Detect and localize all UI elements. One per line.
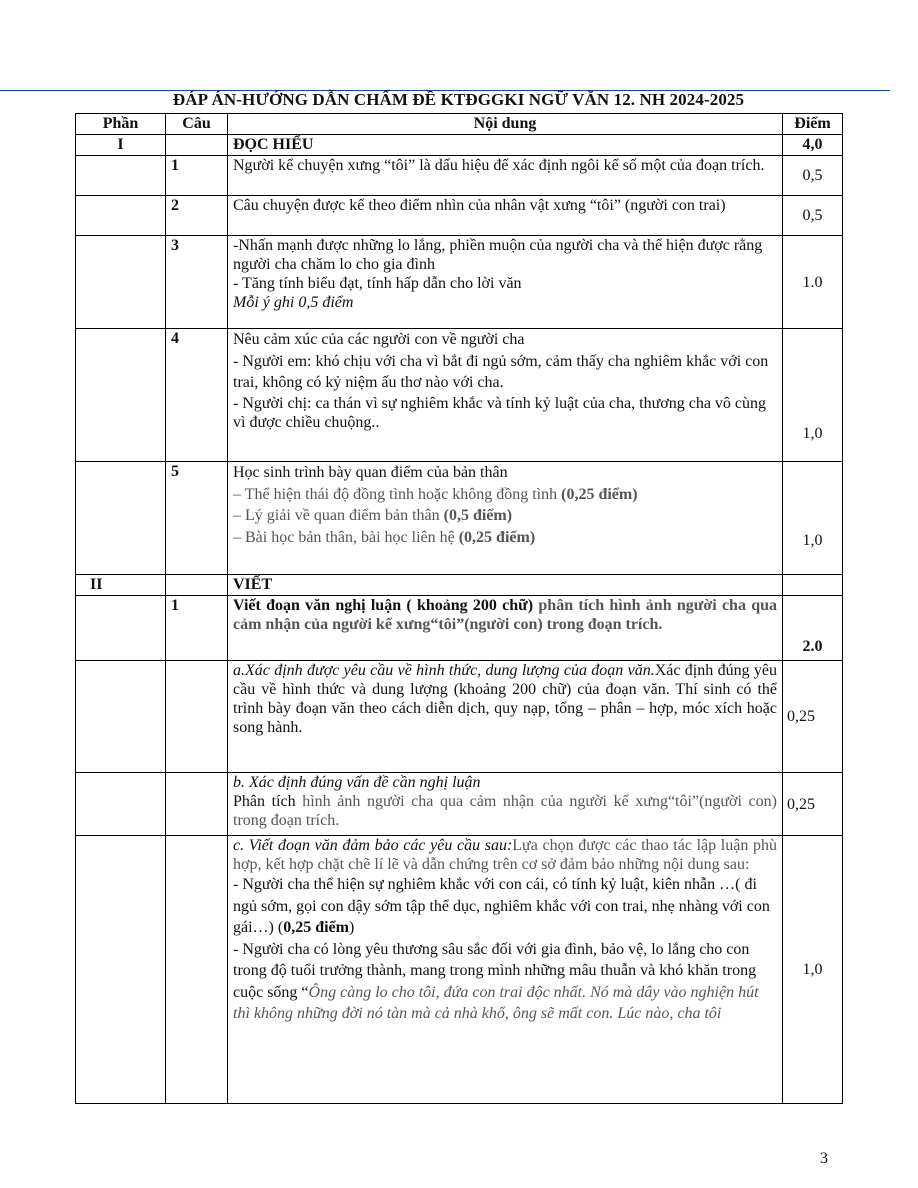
grading-note: Mỗi ý ghi 0,5 điểm — [233, 294, 354, 311]
empty-cell — [166, 575, 228, 596]
question-number: 4 — [166, 329, 228, 462]
empty-cell — [783, 575, 843, 596]
empty-cell — [76, 329, 166, 462]
quote-text: Ông càng lo cho tôi, đứa con trai độc nhất. Nó mà dây vào nghiện hút thì không những đời nó tàn mà cả nhà khổ, ông sẽ mất con. Lúc nào, cha tôi — [233, 983, 759, 1022]
table-row — [76, 661, 843, 773]
table-row — [76, 196, 843, 236]
answer-line: - Người chị: ca thán vì sự nghiêm khắc và tính kỷ luật của cha, thương cha vô cùng vì được chiều chuộng.. — [233, 394, 767, 431]
answer-line — [233, 505, 777, 527]
criterion-text: Xác định đúng yêu cầu về hình thức và dung lượng (khoảng 200 chữ) của đoạn văn. Thí sinh có thể trình bày đoạn văn theo cách diễn dịch, quy nạp, tổng – phân – hợp, móc xích hoặc song hành. — [233, 662, 777, 736]
point-text: - Người cha có lòng yêu thương sâu sắc đối với gia đình, bảo vệ, lo lắng cho con trong độ tuổi trưởng thành, mang trong mình những mâu thuẫn và khó khăn trong cuộc sống “ — [233, 940, 757, 1001]
answer-cell — [228, 462, 783, 575]
answer-line: - Người em: khó chịu với cha vì bắt đi ngủ sớm, cảm thấy cha nghiêm khắc với con trai, không có kỷ niệm ấu thơ nào với cha. — [233, 352, 769, 391]
point-text: ) — [348, 919, 355, 936]
section-title: ĐỌC HIỂU — [228, 135, 783, 156]
empty-cell — [166, 135, 228, 156]
section-row — [76, 575, 843, 596]
question-score: 2.0 — [783, 596, 843, 661]
answer-text: – Thể hiện thái độ đồng tình hoặc không đồng tình — [233, 485, 562, 503]
answer-cell — [228, 329, 783, 462]
page-number: 3 — [820, 1150, 828, 1167]
empty-cell — [166, 836, 228, 1104]
table-row — [76, 773, 843, 836]
criterion-heading: c. Viết đoạn văn đảm bảo các yêu cầu sau: — [233, 837, 513, 854]
prompt-text: Viết đoạn văn nghị luận ( khoảng 200 chữ) — [233, 597, 539, 614]
criterion-point — [233, 939, 777, 1025]
answer-line: -Nhấn mạnh được những lo lắng, phiền muộn của người cha và thể hiện được rằng người cha chăm lo cho gia đình — [233, 237, 763, 273]
criterion-b — [228, 773, 783, 836]
empty-cell — [76, 773, 166, 836]
points: (0,5 điểm) — [443, 507, 513, 524]
criterion-heading: b. Xác định đúng vấn đề cần nghị luận — [233, 774, 481, 791]
table-row — [76, 329, 843, 462]
criterion-c — [228, 836, 783, 1104]
answer-text: – Bài học bản thân, bài học liên hệ — [233, 528, 459, 546]
empty-cell — [76, 661, 166, 773]
criterion-a — [228, 661, 783, 773]
empty-cell — [76, 836, 166, 1104]
criterion-score: 1,0 — [783, 836, 843, 1104]
document-title: ĐÁP ÁN-HƯỚNG DẪN CHẤM ĐỀ KTĐGGKI NGỮ VĂN 12. NH 2024-2025 — [172, 90, 745, 109]
empty-cell — [76, 596, 166, 661]
question-number: 3 — [166, 236, 228, 329]
answer-line — [233, 484, 777, 506]
writing-prompt — [228, 596, 783, 661]
question-score: 1.0 — [783, 236, 843, 329]
criterion-text: hình ảnh người cha qua cảm nhận của người kể xưng“tôi”(người con) trong đoạn trích. — [233, 793, 777, 829]
empty-cell — [76, 236, 166, 329]
table-row — [76, 596, 843, 661]
answer-line: Nêu cảm xúc của các người con về người cha — [233, 331, 525, 348]
empty-cell — [76, 462, 166, 575]
section-row — [76, 135, 843, 156]
points: (0,25 điểm) — [458, 528, 536, 546]
empty-cell — [76, 156, 166, 196]
header-score: Điểm — [783, 114, 843, 135]
answer-text: Câu chuyện được kể theo điểm nhìn của nhân vật xưng “tôi” (người con trai) — [228, 196, 783, 236]
question-number: 1 — [166, 156, 228, 196]
table-header-row — [76, 114, 843, 135]
table-row — [76, 156, 843, 196]
header-question: Câu — [166, 114, 228, 135]
section-title: VIẾT — [228, 575, 783, 596]
question-score: 0,5 — [783, 156, 843, 196]
question-score: 1,0 — [783, 329, 843, 462]
header-part: Phần — [76, 114, 166, 135]
empty-cell — [76, 196, 166, 236]
criterion-point — [233, 874, 777, 939]
prompt-text: phân tích hình ảnh người cha qua cảm nhận của người kể xưng“tôi”(người con) trong đoạn trích. — [233, 597, 778, 633]
answer-line: - Tăng tính biểu đạt, tính hấp dẫn cho lời văn — [233, 275, 522, 292]
question-number: 1 — [166, 596, 228, 661]
answer-line: Học sinh trình bày quan điểm của bản thân — [233, 464, 508, 481]
question-number: 2 — [166, 196, 228, 236]
points: (0,25 điểm) — [561, 485, 638, 503]
answer-text: Người kể chuyện xưng “tôi” là dấu hiệu để xác định ngôi kể số một của đoạn trích. — [228, 156, 783, 196]
section-score: 4,0 — [783, 135, 843, 156]
criterion-heading: a.Xác định được yêu cầu về hình thức, dung lượng của đoạn văn. — [233, 662, 655, 679]
table-row — [76, 836, 843, 1104]
criterion-text: Lựa chọn được các thao tác lập luận phù hợp, kết hợp chặt chẽ lí lẽ và dẫn chứng trên cơ sở đảm bảo những nội dung sau: — [233, 837, 777, 873]
question-score: 1,0 — [783, 462, 843, 575]
points: 0,25 điểm — [283, 919, 349, 936]
grading-table — [75, 113, 843, 1104]
empty-cell — [166, 773, 228, 836]
answer-line — [233, 527, 777, 549]
header-content: Nội dung — [228, 114, 783, 135]
point-text: - Người cha thể hiện sự nghiêm khắc với con cái, có tính kỷ luật, kiên nhẫn …( đi ngủ sớm, gọi con dậy sớm tập thể dục, nghiêm khắc với con trai, nhẹ nhàng với con gái…) ( — [233, 876, 770, 936]
criterion-score: 0,25 — [783, 661, 843, 773]
criterion-score: 0,25 — [783, 773, 843, 836]
question-number: 5 — [166, 462, 228, 575]
question-score: 0,5 — [783, 196, 843, 236]
section-part: I — [76, 135, 166, 156]
criterion-text: Phân tích — [233, 793, 303, 810]
answer-text: – Lý giải về quan điểm bản thân — [233, 507, 444, 524]
empty-cell — [166, 661, 228, 773]
answer-cell — [228, 236, 783, 329]
table-row — [76, 236, 843, 329]
section-part: II — [76, 575, 166, 596]
table-row — [76, 462, 843, 575]
